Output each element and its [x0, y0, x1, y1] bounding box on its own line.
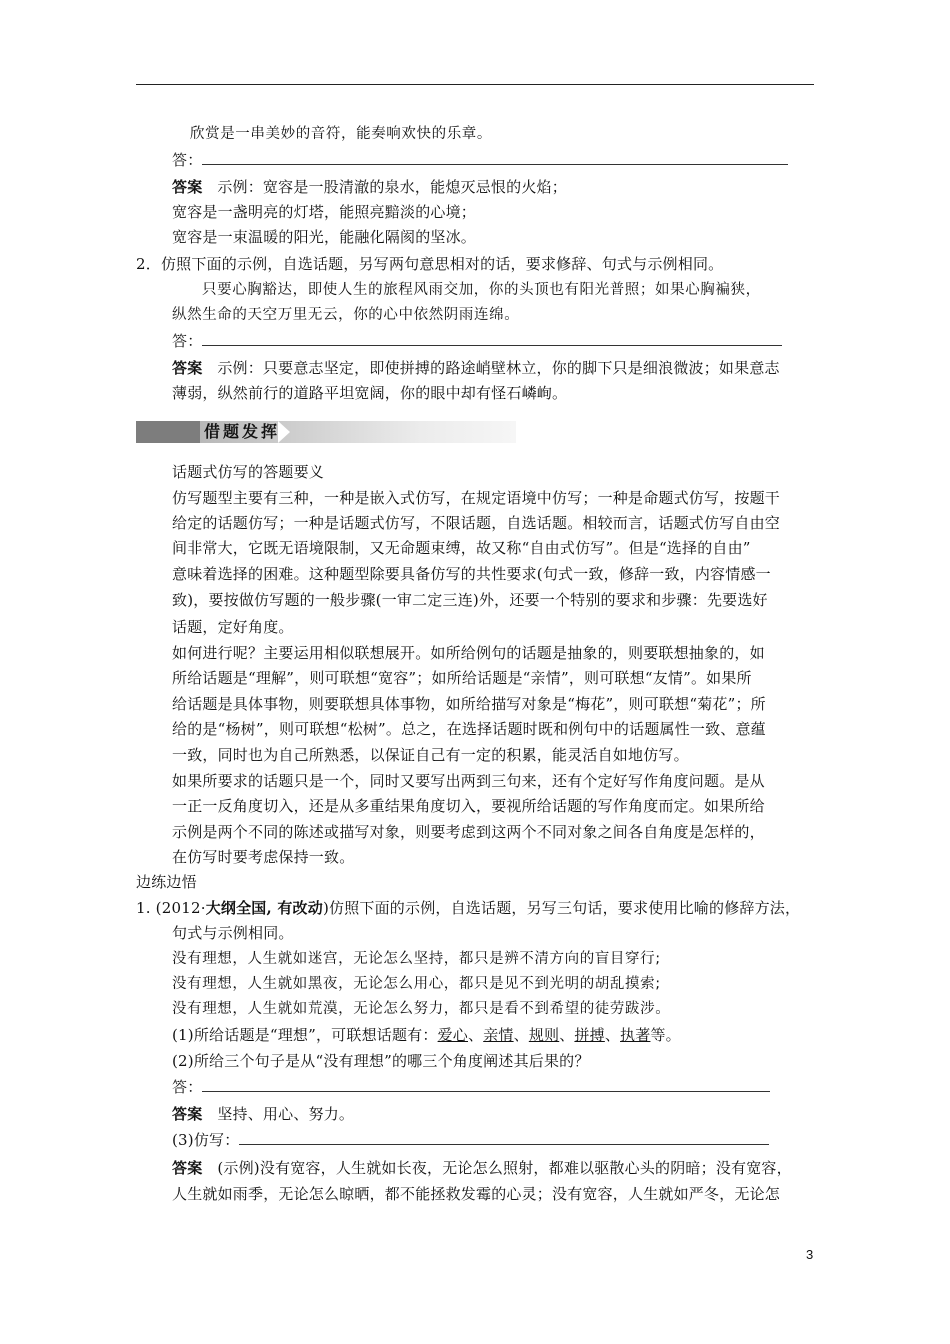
topic-word: 爱心	[437, 1026, 468, 1044]
answer-blank-3[interactable]	[202, 1077, 770, 1092]
example-line-3: 没有理想，人生就如荒漠，无论怎么努力，都只是看不到希望的徒劳跋涉。	[172, 1001, 671, 1017]
sub-question-2: (2)所给三个句子是从“没有理想”的哪三个角度阐述其后果的？	[172, 1052, 590, 1070]
answer-blank-2[interactable]	[202, 331, 782, 346]
answer-prompt: 答：	[172, 150, 788, 170]
answer-4-line-2: 人生就如雨季，无论怎么晾晒，都不能拯救发霉的心灵；没有宽容，人生就如严冬，无论怎	[172, 1185, 781, 1203]
topic-word: 拼搏	[574, 1026, 605, 1044]
practice-question-1: 1. (2012·大纲全国, 有改动)仿照下面的示例，自选话题，另写三句话，要求使用比喻的修辞方法，	[136, 899, 801, 917]
answer-2: 答案 示例：只要意志坚定，即使拼搏的路途峭壁林立，你的脚下只是细浪微波；如果意志	[172, 359, 780, 377]
example-line-1: 没有理想，人生就如迷宫，无论怎么坚持，都只是辨不清方向的盲目穿行;	[172, 951, 661, 967]
sub-question-3: (3)仿写：	[172, 1130, 769, 1150]
header-rule	[136, 84, 814, 85]
topic-word: 执著	[620, 1026, 651, 1044]
answer-2-line-2: 薄弱，纵然前行的道路平坦宽阔，你的眼中却有怪石嶙峋。	[172, 384, 568, 402]
answer-label-3: 答案	[172, 1105, 203, 1123]
page-number: 3	[806, 1247, 814, 1262]
section-title: 借题发挥	[204, 422, 281, 441]
answer-4: 答案 (示例)没有宽容，人生就如长夜，无论怎么照射，都难以驱散心头的阴暗；没有宽容，	[172, 1159, 792, 1177]
answer-blank[interactable]	[202, 150, 788, 165]
question-2-example-1: 只要心胸豁达，即使人生的旅程风雨交加，你的头顶也有阳光普照；如果心胸褊狭，	[202, 282, 761, 298]
answer-1: 答案 示例：宽容是一股清澈的泉水，能熄灭忌恨的火焰；	[172, 178, 567, 196]
question-source: 大纲全国, 有改动	[205, 899, 323, 917]
practice-heading: 边练边悟	[136, 873, 197, 891]
section-banner	[136, 421, 516, 443]
topic-word: 规则	[528, 1026, 560, 1044]
answer-prompt-3: 答：	[172, 1077, 770, 1097]
answer-label-4: 答案	[172, 1159, 203, 1177]
question-2-example-2: 纵然生命的天空万里无云，你的心中依然阴雨连绵。	[172, 307, 520, 323]
topic-title: 话题式仿写的答题要义	[172, 463, 325, 481]
example-line-2: 没有理想，人生就如黑夜，无论怎么用心，都只是见不到光明的胡乱摸索;	[172, 976, 661, 992]
answer-label: 答案	[172, 178, 203, 196]
answer-prompt-2: 答：	[172, 331, 782, 351]
sub-question-1: (1)所给话题是“理想”，可联想话题有：爱心、亲情、规则、拼搏、执著等。	[172, 1026, 681, 1044]
answer-label-2: 答案	[172, 359, 203, 377]
answer-1-line-3: 宽容是一束温暖的阳光，能融化隔阂的坚冰。	[172, 228, 477, 246]
topic-word: 亲情	[483, 1026, 514, 1044]
practice-question-1-line-2: 句式与示例相同。	[172, 924, 294, 942]
question-2: 2．仿照下面的示例，自选话题，另写两句意思相对的话，要求修辞、句式与示例相同。	[136, 255, 724, 273]
example-sentence: 欣赏是一串美妙的音符，能奏响欢快的乐章。	[190, 126, 492, 142]
answer-1-line-2: 宽容是一盏明亮的灯塔，能照亮黯淡的心境；	[172, 203, 477, 221]
answer-3: 答案 坚持、用心、努力。	[172, 1105, 355, 1123]
answer-blank-4[interactable]	[239, 1130, 769, 1145]
